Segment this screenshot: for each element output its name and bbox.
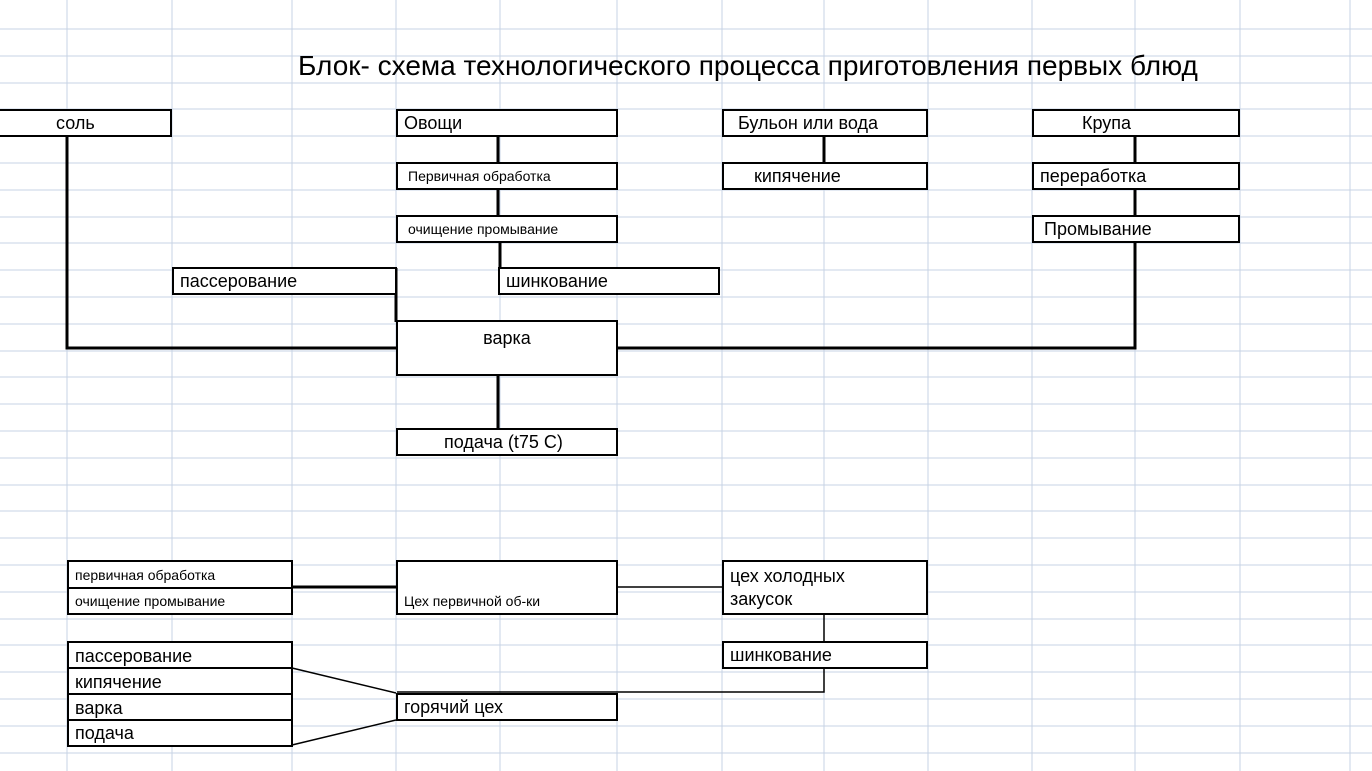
box-serving: подача (t75 C) — [396, 428, 618, 456]
box-ws-boiling: кипячение — [67, 667, 293, 695]
box-boiling: кипячение — [722, 162, 928, 190]
box-grain: Крупа — [1032, 109, 1240, 137]
connector-salt-cooking — [67, 136, 397, 348]
box-saute: пассерование — [172, 267, 397, 295]
cold-shop-label-line1: цех холодных — [730, 566, 845, 586]
box-veg-cleaning-washing: очищение промывание — [396, 215, 618, 243]
diagram-title: Блок- схема технологического процесса приготовления первых блюд — [298, 50, 1198, 81]
box-washing: Промывание — [1032, 215, 1240, 243]
connector-saute-hot-shop — [292, 668, 396, 693]
connector-serving-hot-shop — [292, 720, 396, 745]
box-broth-or-water: Бульон или вода — [722, 109, 928, 137]
box-ws-shredding: шинкование — [722, 641, 928, 669]
box-primary-processing-shop: Цех первичной об-ки — [396, 560, 618, 615]
box-veg-primary-processing: Первичная обработка — [396, 162, 618, 190]
cold-shop-label-line2: закусок — [730, 589, 793, 609]
box-cooking: варка — [396, 320, 618, 376]
box-processing: переработка — [1032, 162, 1240, 190]
box-cold-appetizers-shop — [722, 560, 928, 615]
box-ws-primary-processing: первичная обработка — [67, 560, 293, 588]
box-ws-serving: подача — [67, 719, 293, 747]
box-ws-cooking: варка — [67, 693, 293, 721]
box-vegetables: Овощи — [396, 109, 618, 137]
box-ws-cleaning-washing: очищение промывание — [67, 587, 293, 615]
box-hot-shop: горячий цех — [396, 693, 618, 721]
box-salt: соль — [0, 109, 172, 137]
box-ws-saute: пассерование — [67, 641, 293, 669]
connector-shredding-hot-shop — [397, 667, 824, 692]
box-shredding: шинкование — [498, 267, 720, 295]
